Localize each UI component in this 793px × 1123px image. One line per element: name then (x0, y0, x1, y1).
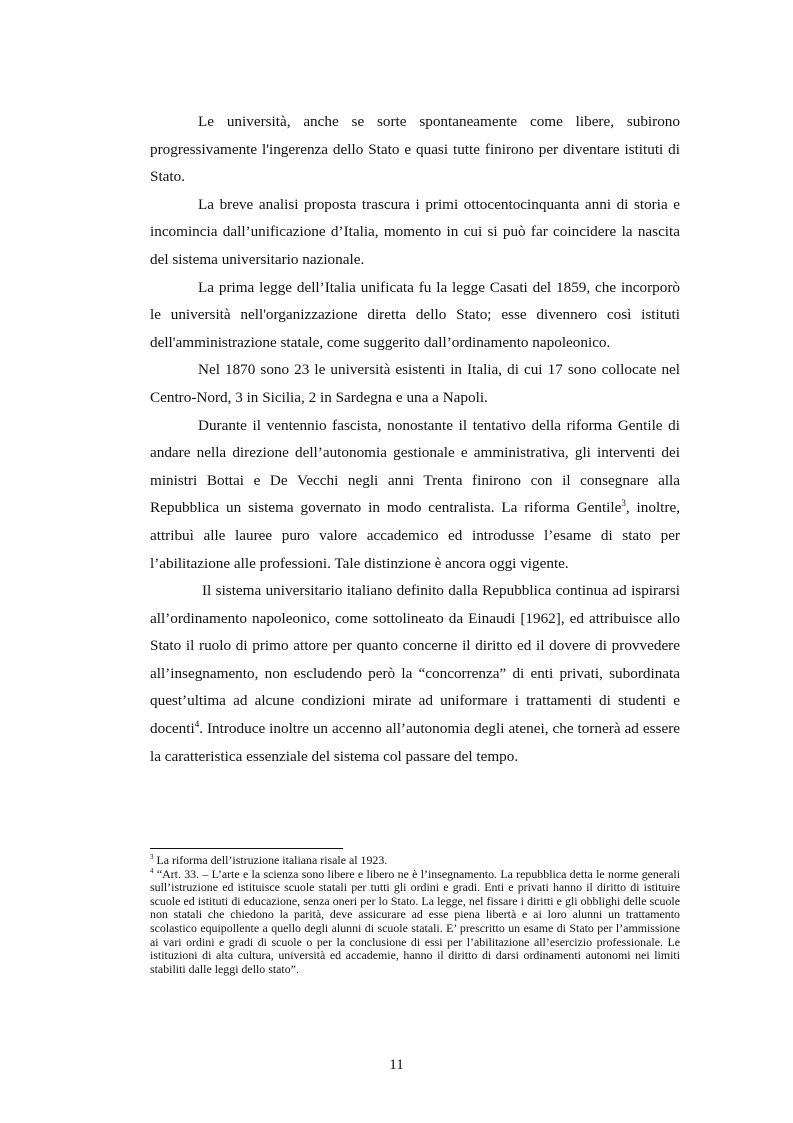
paragraph-6 (150, 577, 680, 770)
footnote-ref-3[interactable]: 3 (621, 498, 626, 509)
paragraph-5-text-after: , inoltre, attribuì alle lauree puro valore accademico ed introdusse l’esame di stato per l’abilitazione alle professioni. Tale distinzione è ancora oggi vigente. (150, 499, 680, 572)
paragraph-2: La breve analisi proposta trascura i primi ottocentocinquanta anni di storia e incomincia dall’unificazione d’Italia, momento in cui si può far coincidere la nascita del sistema universitario nazionale. (150, 195, 680, 268)
paragraph-6-text-before: Il sistema universitario italiano definito dalla Repubblica continua ad ispirarsi all’ordinamento napoleonico, come sottolineato da Einaudi [1962], ed attribuisce allo Stato il ruolo di primo attore per quanto concerne il diritto ed il dovere di provvedere all’insegnamento, non escludendo però la “concorrenza” di enti privati, subordinata quest’ultima ad alcune condizioni mirate ad uniformare i trattamenti di studenti e docenti (150, 582, 680, 738)
footnote-4-number: 4 (150, 866, 154, 875)
paragraph-3: La prima legge dell’Italia unificata fu la legge Casati del 1859, che incorporò le università nell'organizzazione diretta dello Stato; esse divennero così istituti dell'amministrazione statale, come suggerito dall’ordinamento napoleonico. (150, 278, 680, 351)
paragraph-5-text-before: Durante il ventennio fascista, nonostante il tentativo della riforma Gentile di andare nella direzione dell’autonomia gestionale e amministrativa, gli interventi dei ministri Bottai e De Vecchi negli anni Trenta finirono con il consegnare alla Repubblica un sistema governato in modo centralista. La riforma Gentile (150, 416, 680, 517)
paragraph-6-text-after: . Introduce inoltre un accenno all’autonomia degli atenei, che tornerà ad essere la caratteristica essenziale del sistema col passare del tempo. (150, 720, 680, 765)
footnote-ref-4[interactable]: 4 (194, 719, 200, 729)
footnote-3-text: La riforma dell’istruzione italiana risale al 1923. (153, 853, 388, 867)
footnote-separator (150, 848, 343, 849)
footnotes (150, 854, 680, 976)
paragraph-1: Le università, anche se sorte spontaneamente come libere, subirono progressivamente l'ingerenza dello Stato e quasi tutte finirono per diventare istituti di Stato. (150, 113, 680, 186)
footnote-4 (150, 868, 680, 977)
body-text (150, 108, 680, 770)
footnote-4-text: “Art. 33. – L’arte e la scienza sono libere e libero ne è l’insegnamento. La repubblica detta le norme generali sull’istruzione ed istituisce scuole statali per tutti gli ordini e gradi. Enti e privati hanno il diritto di istituire scuole ed istituti di educazione, senza oneri per lo Stato. La legge, nel fissare i diritti e gli obblighi delle scuole non statali che chiedono la parità, deve assicurare ad esse piena libertà e ai loro alunni un trattamento scolastico equipollente a quello degli alunni di scuole statali. E’ prescritto un esame di Stato per l’ammissione ai vari ordini e gradi di scuole o per la conclusione di essi per l’abilitazione all’esercizio professionale. Le istituzioni di alta cultura, università ed accademie, hanno il diritto di darsi ordinamenti autonomi nei limiti stabiliti dalle leggi dello stato”. (150, 866, 680, 976)
paragraph-5 (150, 412, 680, 578)
footnote-3 (150, 854, 680, 868)
page-number: 11 (389, 1057, 404, 1073)
paragraph-4: Nel 1870 sono 23 le università esistenti in Italia, di cui 17 sono collocate nel Centro-Nord, 3 in Sicilia, 2 in Sardegna e una a Napoli. (150, 361, 680, 406)
footnote-3-number: 3 (150, 853, 154, 862)
